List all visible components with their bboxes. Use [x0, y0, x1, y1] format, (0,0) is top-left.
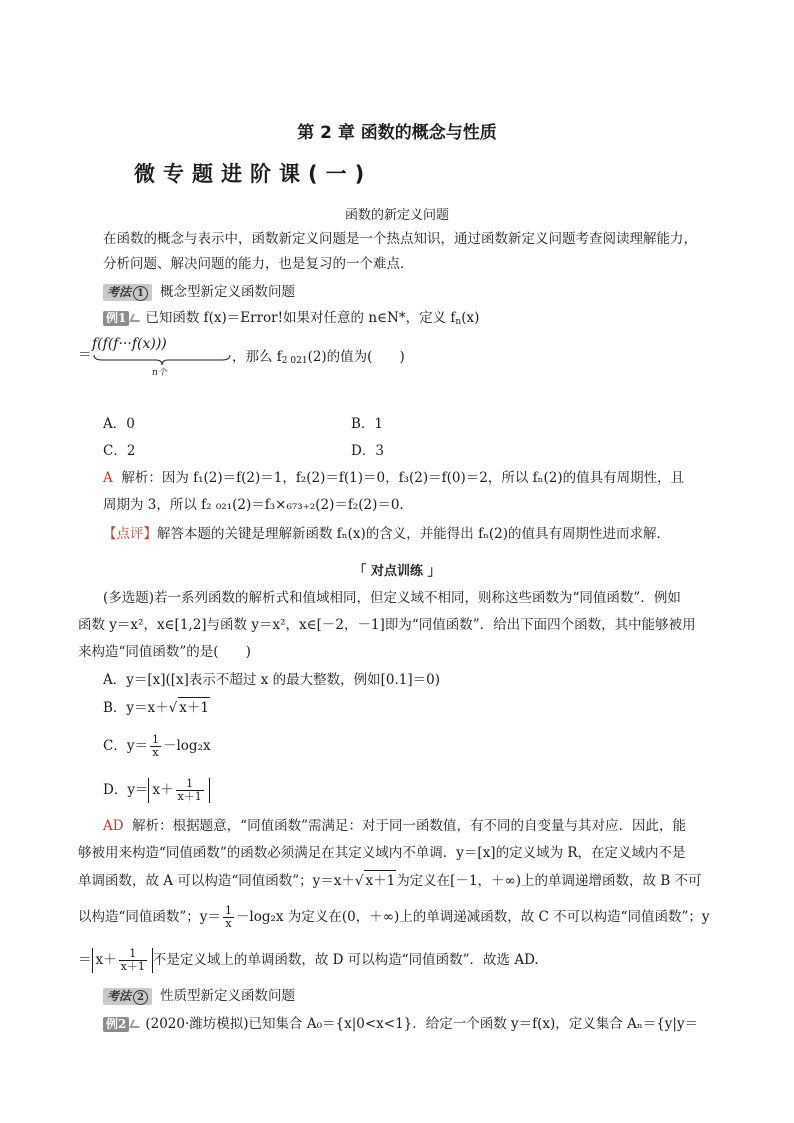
training-solution-line-1: AD 解析：根据题意，“同值函数”需满足：对于同一函数值，有不同的自变量与其对应．因此，能 [103, 818, 686, 834]
training-q-line-2: 函数 y＝x²，x∈[1,2]与函数 y＝x²，x∈[－2，－1]即为“同值函数”．给出下面四个函数，其中能够被用 [78, 617, 696, 633]
method-1-tag: 考法 1 [103, 284, 152, 301]
method-2-tag: 考法 2 [103, 988, 152, 1005]
training-solution-line-2: 够被用来构造“同值函数”的函数必须满足在其定义域内不单调．y＝[x]的定义域为 R，在定义域内不是 [78, 845, 686, 861]
training-option-a: A．y＝[x]([x]表示不超过 x 的最大整数，例如[0.1]＝0) [103, 672, 440, 688]
option-b: B．1 [351, 416, 384, 432]
underbrace-label: n个 [152, 368, 167, 378]
answer-training: AD [103, 818, 124, 834]
example-1-line-2-tail: ，那么 $f_{2 021}(2)$的值为( ) [232, 349, 405, 366]
option-c: C．2 [103, 443, 136, 459]
leaf-icon [129, 1020, 143, 1028]
solution-1-line-1: A 解析：因为 f₁(2)＝f(2)＝1，f₂(2)＝f(1)＝0，f₃(2)＝f(0)＝2，所以 fₙ(2)的值具有周期性，且 [103, 470, 685, 486]
comment-1: 【点评】解答本题的关键是理解新函数 fₙ(x)的含义，并能得出 fₙ(2)的值具有周期性进而求解． [103, 526, 671, 542]
example-2-line-1: 例2 (2020·潍坊模拟)已知集合 A₀＝{x|0<x<1}．给定一个函数 y＝f(x)，定义集合 Aₙ＝{y|y＝ [103, 1014, 698, 1034]
option-a: A．0 [103, 416, 135, 432]
intro-line-2: 分析问题、解决问题的能力，也是复习的一个难点． [103, 256, 414, 272]
training-option-d: D．y＝ x＋ $\frac{1}{x+1}$ [103, 778, 210, 803]
method-2-heading: 考法 2 性质型新定义函数问题 [103, 986, 295, 1006]
example-1-line-1: 例1 已知函数 f(x)＝Error!如果对任意的 n∈N*，定义 $f_n(x)$ [103, 308, 479, 332]
training-option-c: C．y＝ $\frac{1}{x}$ －log₂x [103, 733, 211, 759]
training-q-line-1: (多选题)若一系列函数的解析式和值域相同，但定义域不相同，则称这些函数为“同值函数”．例如 [103, 590, 681, 606]
method-1-heading: 考法 1 概念型新定义函数问题 [103, 282, 295, 302]
training-solution-line-4: 以构造“同值函数”；y＝ $\frac{1}{x}$ －log₂x 为定义在(0，＋∞)上的单调递减函数，故 C 不可以构造“同值函数”；y [78, 904, 710, 930]
lesson-title: 微专题进阶课(一) [134, 162, 373, 186]
solution-1-line-2: 周期为 3，所以 f₂ ₀₂₁(2)＝f₃×₆₇₃₊₂(2)＝f₂(2)＝0． [103, 497, 413, 513]
training-solution-line-3: 单调函数，故 A 可以构造“同值函数”；y＝x＋√ x＋1为定义在[－1，＋∞)上的单调递增函数，故 B 不可 [78, 870, 702, 891]
example-2-badge: 例2 [103, 1017, 129, 1032]
answer-1: A [103, 470, 113, 486]
chapter-title: 第 2 章 函数的概念与性质 [297, 123, 497, 143]
option-d: D．3 [351, 443, 384, 459]
training-q-line-3: 来构造“同值函数”的是( ) [78, 644, 251, 660]
intro-line-1: 在函数的概念与表示中，函数新定义问题是一个热点知识，通过函数新定义问题考查阅读理解能力， [103, 231, 697, 247]
example-1-badge: 例1 [103, 311, 129, 326]
example-1-line-2: ＝ [78, 347, 92, 363]
training-solution-line-5: ＝ x＋ $\frac{1}{x+1}$ 不是定义域上的单调函数，故 D 可以构造“同值函数”．故选 AD. [78, 947, 539, 973]
comment-tag: 【点评】 [103, 526, 157, 542]
example-1-formula: f(f(f···f(x))) [92, 336, 167, 352]
training-title: 「 对点训练 」 [353, 564, 441, 579]
leaf-icon [129, 314, 143, 322]
topic-title: 函数的新定义问题 [344, 208, 449, 223]
training-option-b: B．y＝x＋√ x＋1 [103, 697, 210, 718]
